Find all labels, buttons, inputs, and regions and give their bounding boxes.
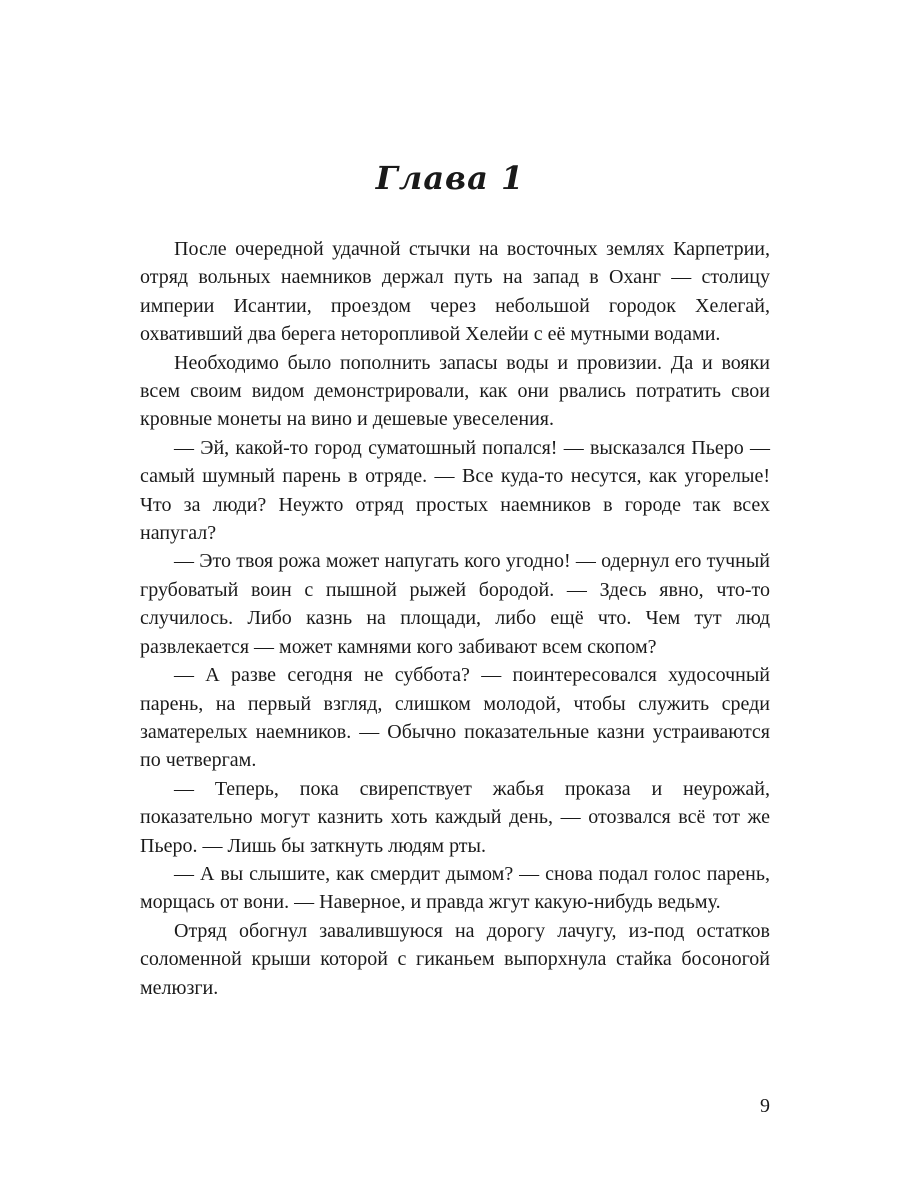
chapter-title: Глава 1 <box>375 159 525 197</box>
paragraph-1: После очередной удачной стычки на восточных землях Карпетрии, отряд вольных наемников держал путь на запад в Оханг — столицу империи Исантии, проездом через небольшой городок Хелегай, охвативший два берега неторопливой Хелейи с её мутными водами. <box>140 238 770 346</box>
paragraph-4: — Это твоя рожа может напугать кого угодно! — одернул его тучный грубоватый воин с пышной рыжей бородой. — Здесь явно, что-то случилось. Либо казнь на площади, либо ещё что. Чем тут люд развлекается — может камнями кого забивают всем скопом? <box>140 550 770 658</box>
paragraph-7: — А вы слышите, как смердит дымом? — снова подал голос парень, морщась от вони. — Наверное, и правда жгут какую-нибудь ведьму. <box>140 862 770 914</box>
paragraph-6: — Теперь, пока свирепствует жабья проказа и неурожай, показательно могут казнить хоть каждый день, — отозвался всё тот же Пьеро. — Лишь бы заткнуть людям рты. <box>140 777 770 857</box>
paragraph-2: Необходимо было пополнить запасы воды и провизии. Да и вояки всем своим видом демонстрировали, как они рвались потратить свои кровные монеты на вино и дешевые увеселения. <box>140 351 770 431</box>
paragraph-3: — Эй, какой-то город суматошный попался! — высказался Пьеро — самый шумный парень в отряде. — Все куда-то несутся, как угорелые! Что за люди? Неужто отряд простых наемников в городе так всех напугал? <box>140 436 770 545</box>
paragraph-8: Отряд обогнул завалившуюся на дорогу лачугу, из-под остатков соломенной крыши которой с гиканьем выпорхнула стайка босоногой мелюзги. <box>140 919 770 999</box>
page-number: 9 <box>760 1095 770 1117</box>
chapter-text <box>140 235 770 1002</box>
paragraph-5: — А разве сегодня не суббота? — поинтересовался худосочный парень, на первый взгляд, слишком молодой, чтобы служить среди заматерелых наемников. — Обычно показательные казни устраиваются по четвергам. <box>140 664 770 772</box>
